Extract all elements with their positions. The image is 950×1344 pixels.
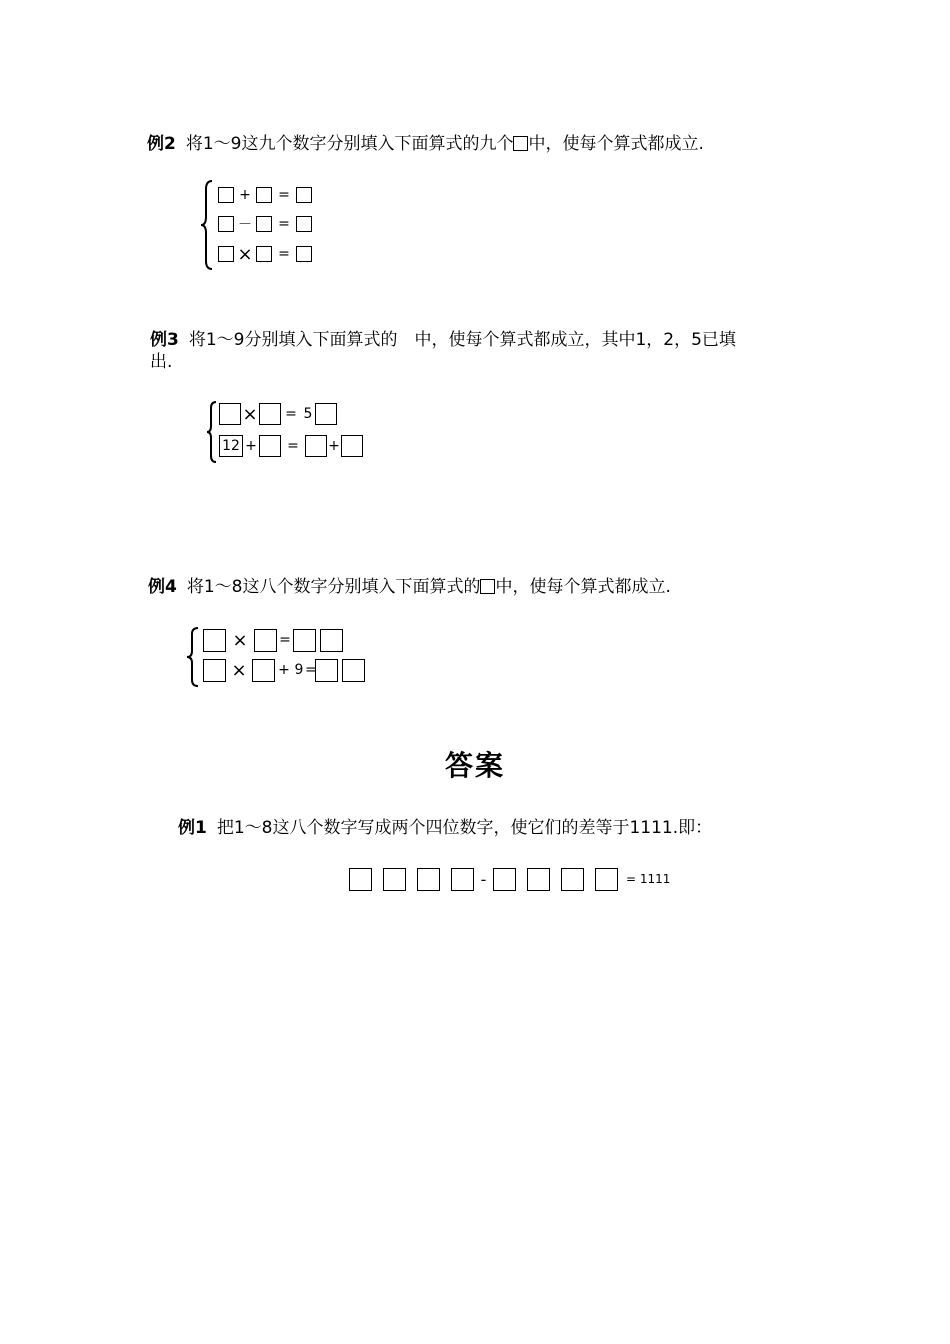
example-4-equation-1 — [203, 628, 343, 652]
equals-sign: = — [278, 187, 290, 203]
blank-box[interactable] — [341, 435, 363, 457]
plus-sign: + — [328, 438, 340, 454]
equals-sign: = — [305, 662, 317, 678]
equals-sign: = — [278, 246, 290, 262]
blank-box[interactable] — [561, 868, 584, 891]
blank-box[interactable] — [252, 659, 275, 682]
times-sign: × — [231, 659, 247, 681]
minus-sign: - — [480, 869, 487, 889]
blank-box[interactable] — [296, 246, 312, 262]
example-3-equation-1 — [219, 402, 337, 426]
example-3-equation-2 — [219, 434, 363, 458]
example-4-label: 例4 — [148, 577, 177, 597]
blank-box[interactable] — [296, 187, 312, 203]
example-2-equation-2 — [218, 215, 312, 233]
example-4-statement — [148, 576, 671, 598]
blank-box[interactable] — [203, 659, 226, 682]
answer-1-equation — [349, 867, 670, 891]
example-3-label: 例3 — [150, 330, 179, 350]
answer-1-text: 把1～8这八个数字写成两个四位数字，使它们的差等于1111.即： — [216, 818, 713, 838]
example-4-text-b: 中，使每个算式都成立. — [495, 577, 671, 597]
blank-box[interactable] — [203, 629, 226, 652]
left-brace-icon — [206, 400, 218, 464]
example-2-equation-1 — [218, 186, 312, 204]
given-box-12: 12 — [219, 435, 243, 457]
left-brace-icon — [200, 179, 214, 271]
equals-sign: = — [287, 438, 299, 454]
blank-box[interactable] — [383, 868, 406, 891]
example-4-equation-2 — [203, 658, 365, 682]
blank-box[interactable] — [256, 216, 272, 232]
equals-sign: = — [278, 216, 290, 232]
blank-box-icon — [480, 579, 495, 594]
given-digit-9: 9 — [294, 662, 304, 678]
blank-box[interactable] — [451, 868, 474, 891]
blank-box[interactable] — [218, 216, 234, 232]
example-3-statement-line-2: 出. — [150, 352, 173, 372]
example-2-text-b: 中，使每个算式都成立. — [528, 134, 704, 154]
blank-box[interactable] — [259, 403, 281, 425]
result-value: = 1111 — [626, 872, 671, 886]
example-4-text-a: 将1～8这八个数字分别填入下面算式的 — [186, 577, 481, 597]
blank-box[interactable] — [218, 187, 234, 203]
left-brace-icon — [186, 626, 200, 688]
blank-box[interactable] — [305, 435, 327, 457]
blank-box-icon — [513, 136, 528, 151]
blank-box[interactable] — [342, 659, 365, 682]
blank-box[interactable] — [254, 629, 277, 652]
given-digit-5: 5 — [303, 406, 313, 422]
plus-sign: + — [239, 187, 251, 203]
answer-1-label: 例1 — [178, 818, 207, 838]
times-sign: × — [242, 403, 258, 425]
example-2-statement — [147, 133, 704, 155]
blank-box[interactable] — [256, 187, 272, 203]
blank-box[interactable] — [417, 868, 440, 891]
answer-1-statement — [178, 817, 712, 839]
times-sign: × — [232, 629, 248, 651]
blank-box[interactable] — [315, 403, 337, 425]
equals-sign: = — [279, 632, 291, 648]
example-2-text-a: 将1～9这九个数字分别填入下面算式的九个 — [185, 134, 514, 154]
blank-box[interactable] — [259, 435, 281, 457]
example-3-text-line-1: 将1～9分别填入下面算式的 中，使每个算式都成立，其中1，2，5已填 — [188, 330, 736, 350]
blank-box[interactable] — [527, 868, 550, 891]
blank-box[interactable] — [296, 216, 312, 232]
blank-box[interactable] — [219, 403, 241, 425]
plus-sign: + — [278, 662, 290, 678]
example-3-statement — [150, 329, 736, 351]
blank-box[interactable] — [320, 629, 343, 652]
times-sign: × — [237, 243, 253, 265]
blank-box[interactable] — [493, 868, 516, 891]
blank-box[interactable] — [293, 629, 316, 652]
example-2-label: 例2 — [147, 134, 176, 154]
blank-box[interactable] — [315, 659, 338, 682]
blank-box[interactable] — [349, 868, 372, 891]
equals-sign: = — [285, 406, 297, 422]
blank-box[interactable] — [595, 868, 618, 891]
blank-box[interactable] — [256, 246, 272, 262]
plus-sign: + — [245, 438, 257, 454]
minus-sign: － — [238, 217, 252, 233]
example-2-equation-3 — [218, 245, 312, 263]
blank-box[interactable] — [218, 246, 234, 262]
answer-heading: 答案 — [444, 749, 505, 782]
